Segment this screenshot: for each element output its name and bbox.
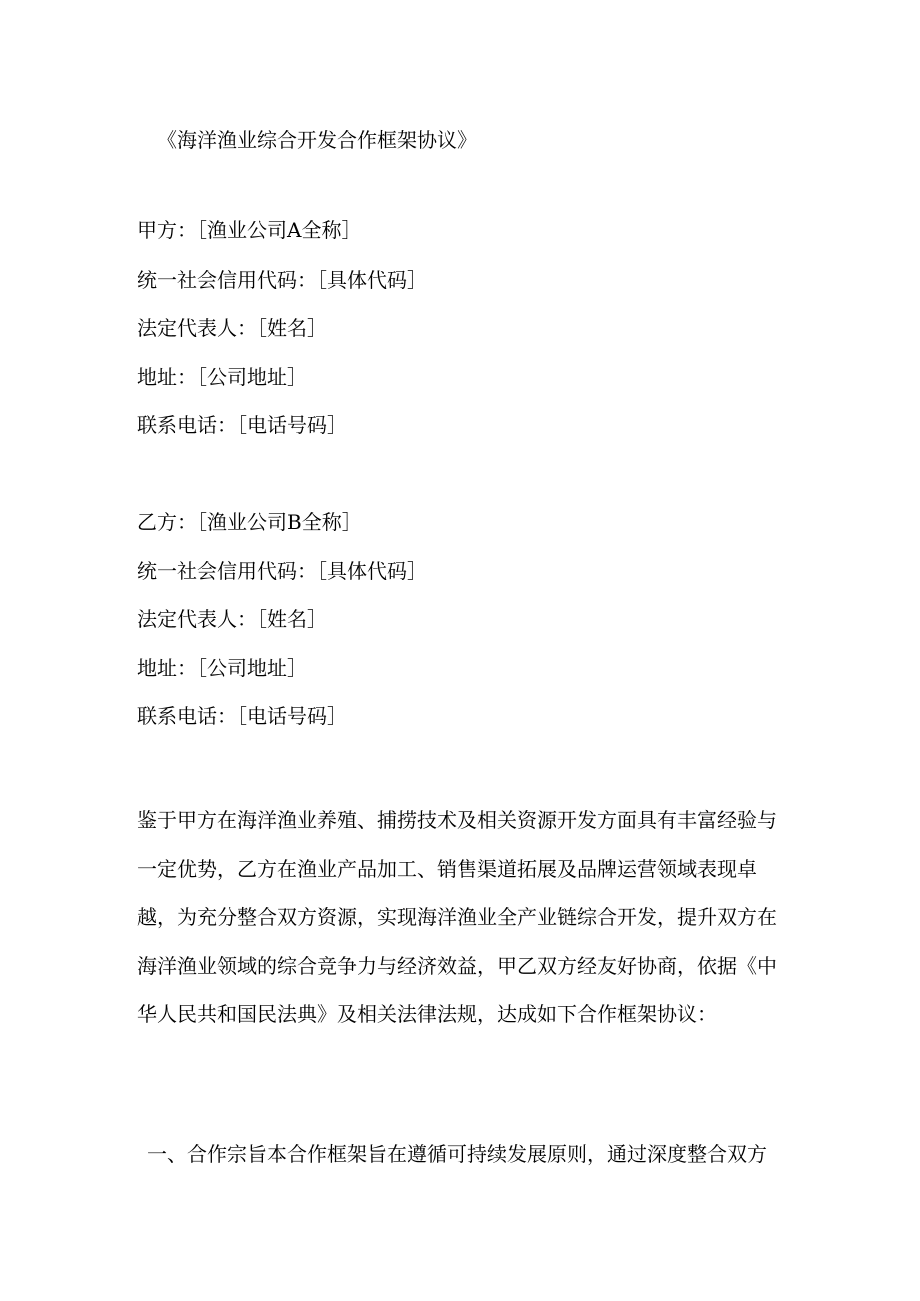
party-a-legal-representative: 法定代表人：［姓名］: [137, 316, 327, 340]
party-a-name: 甲方：［渔业公司A全称］: [137, 218, 362, 242]
party-b-legal-representative: 法定代表人：［姓名］: [137, 607, 327, 631]
document-title: 《海洋渔业综合开发合作框架协议》: [157, 128, 477, 152]
party-b-phone: 联系电话：［电话号码］: [137, 704, 347, 728]
section-1-heading: 一、合作宗旨本合作框架旨在遵循可持续发展原则，通过深度整合双方: [147, 1142, 767, 1166]
party-b-name: 乙方：［渔业公司B全称］: [137, 510, 362, 534]
party-a-credit-code: 统一社会信用代码：［具体代码］: [137, 268, 427, 292]
party-b-credit-code: 统一社会信用代码：［具体代码］: [137, 559, 427, 583]
party-b-address: 地址：［公司地址］: [137, 656, 307, 680]
preamble-paragraph: 鉴于甲方在海洋渔业养殖、捕捞技术及相关资源开发方面具有丰富经验与一定优势，乙方在渔业产品加工、销售渠道拓展及品牌运营领域表现卓越，为充分整合双方资源，实现海洋渔业全产业链综合开发，提升双方在海洋渔业领域的综合竞争力与经济效益，甲乙双方经友好协商，依据《中华人民共和国民法典》及相关法律法规，达成如下合作框架协议：: [137, 808, 777, 1026]
party-a-address: 地址：［公司地址］: [137, 365, 307, 389]
party-a-phone: 联系电话：［电话号码］: [137, 413, 347, 437]
